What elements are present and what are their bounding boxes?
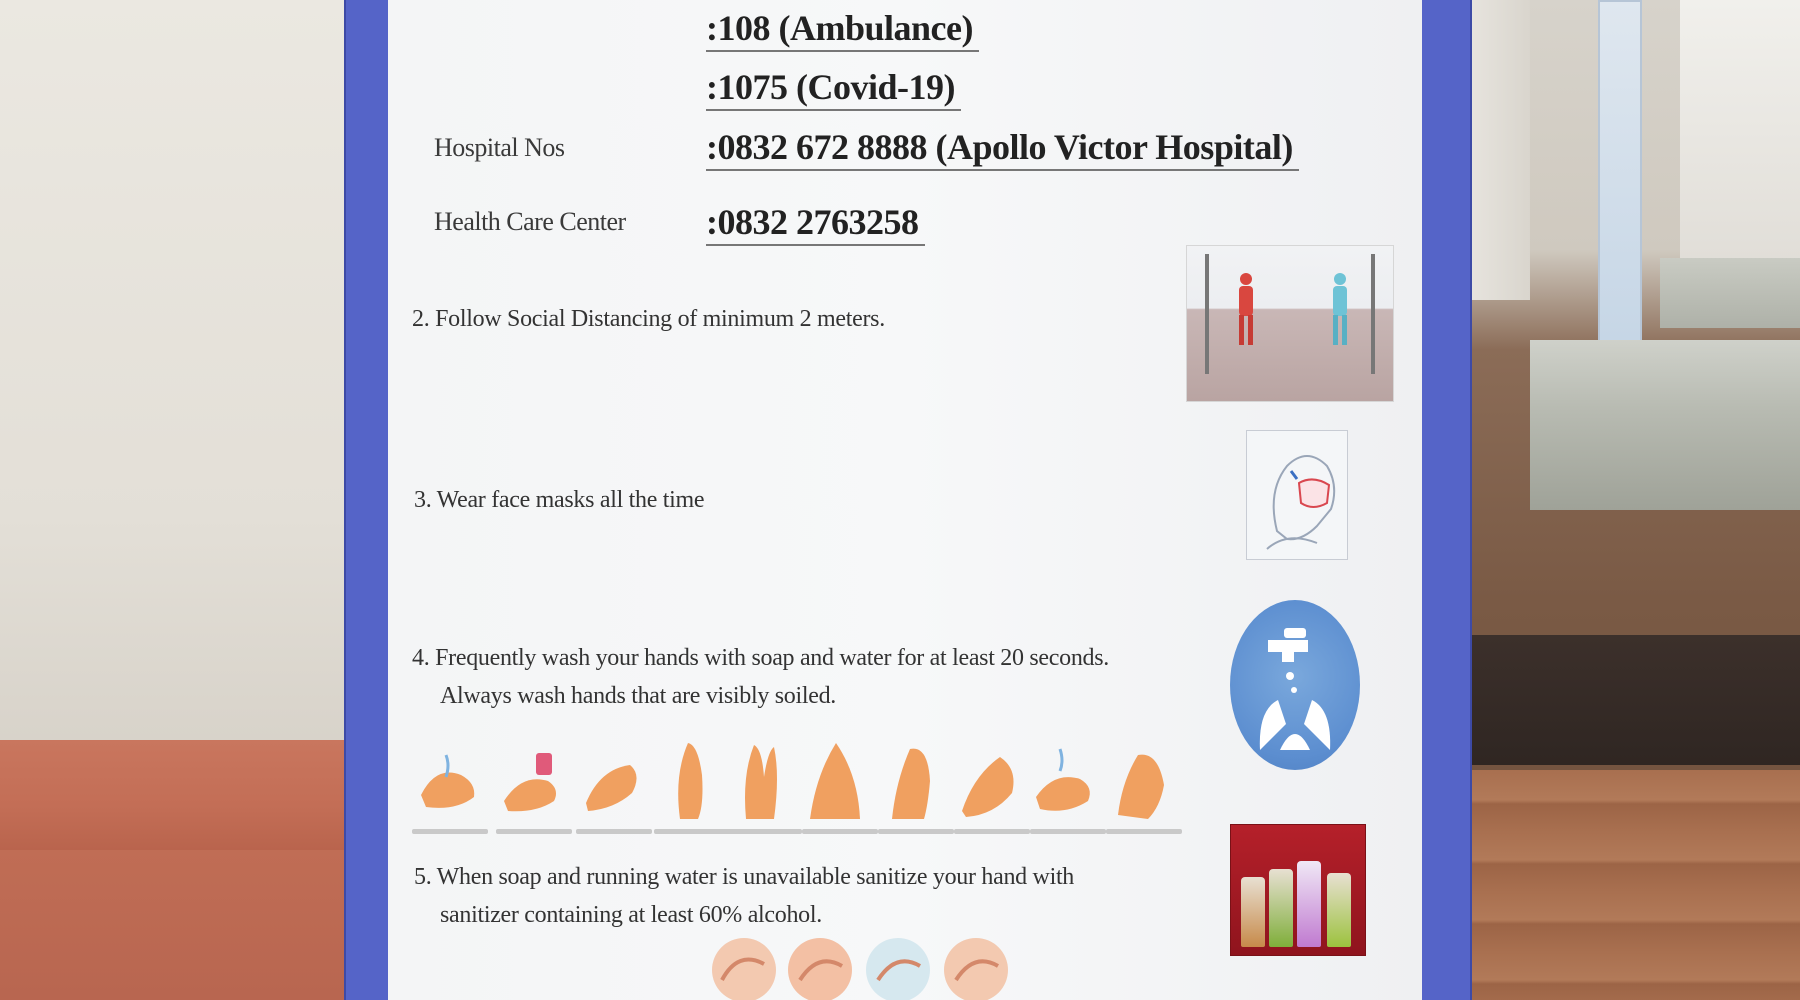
hand-step-caption: [878, 829, 954, 834]
wall-base: [0, 850, 360, 1000]
health-center-label: Health Care Center: [434, 207, 626, 236]
entrance-step-lower: [1530, 340, 1800, 510]
hand-step-7-icon: [880, 735, 946, 825]
handwash-steps-illustration: [416, 735, 1176, 845]
wooden-floor: [1440, 770, 1800, 1000]
hand-step-4-icon: [658, 735, 724, 825]
wall-background: [0, 0, 360, 740]
glass-door: [1680, 0, 1800, 260]
face-mask-icon: [1247, 431, 1347, 559]
red-person-icon: [1233, 271, 1259, 351]
sanitizer-hands-illustration: [708, 930, 1018, 1000]
pole-left: [1205, 254, 1209, 374]
health-center-number: :0832 2763258: [706, 200, 925, 246]
standing-banner: [1598, 0, 1642, 344]
pillar: [1470, 0, 1530, 300]
hand-step-1-icon: [416, 735, 482, 825]
hand-step-10-icon: [1108, 735, 1174, 825]
hand-step-caption: [802, 829, 878, 834]
hand-step-9-icon: [1032, 735, 1098, 825]
floor-mat: [1440, 635, 1800, 765]
sanitizer-bottle: [1269, 869, 1293, 947]
covid-number: :1075 (Covid-19): [706, 65, 961, 111]
wall-terracotta-band: [0, 740, 360, 850]
sanitizer-bottles-photo: [1230, 824, 1366, 956]
face-mask-illustration: [1246, 430, 1348, 560]
entrance-step-upper: [1660, 258, 1800, 328]
hand-step-caption: [496, 829, 572, 834]
hand-step-3-icon: [580, 735, 646, 825]
hand-step-6-icon: [802, 735, 868, 825]
sanitizer-bottle: [1297, 861, 1321, 947]
social-distancing-illustration: [1186, 245, 1394, 402]
item-social-distancing: 2. Follow Social Distancing of minimum 2 meters.: [412, 306, 885, 332]
tap-hands-glyph: [1230, 600, 1360, 770]
item-wash-hands-line1: 4. Frequently wash your hands with soap and water for at least 20 seconds.: [412, 645, 1109, 671]
hand-step-caption: [1030, 829, 1106, 834]
pole-right: [1371, 254, 1375, 374]
blue-person-icon: [1327, 271, 1353, 351]
hand-step-caption: [576, 829, 652, 834]
handwash-tap-icon: [1230, 600, 1360, 770]
hand-step-caption: [654, 829, 730, 834]
hand-step-caption: [1106, 829, 1182, 834]
item-sanitizer-line2: sanitizer containing at least 60% alcohol.: [440, 902, 822, 928]
item-face-mask: 3. Wear face masks all the time: [414, 487, 705, 513]
hand-step-8-icon: [956, 735, 1022, 825]
hand-step-caption: [412, 829, 488, 834]
hand-step-caption: [954, 829, 1030, 834]
sanitizer-bottle: [1241, 877, 1265, 947]
item-wash-hands-line2: Always wash hands that are visibly soiled.: [440, 683, 836, 709]
hand-step-5-icon: [728, 735, 794, 825]
sanitizer-bottle: [1327, 873, 1351, 947]
item-sanitizer-line1: 5. When soap and running water is unavailable sanitize your hand with: [414, 864, 1075, 890]
ambulance-number: :108 (Ambulance): [706, 6, 979, 52]
hand-step-2-icon: [500, 735, 566, 825]
hospital-label: Hospital Nos: [434, 133, 565, 162]
hospital-number: :0832 672 8888 (Apollo Victor Hospital): [706, 125, 1299, 171]
hand-step-caption: [726, 829, 802, 834]
